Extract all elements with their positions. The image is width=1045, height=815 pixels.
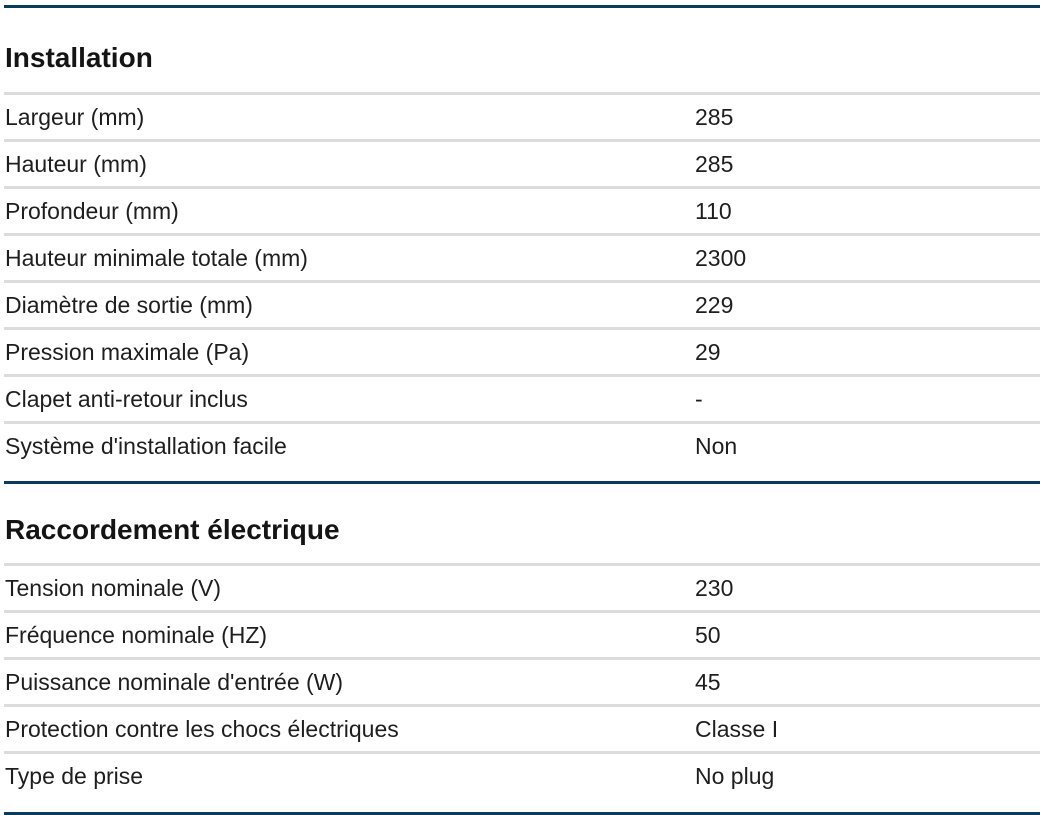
- spec-value: 45: [695, 668, 721, 695]
- spec-label: Clapet anti-retour inclus: [5, 385, 248, 412]
- spec-table-installation: [4, 92, 1040, 468]
- section-title-raccordement-electrique: Raccordement électrique: [5, 514, 340, 545]
- spec-label: Hauteur (mm): [5, 150, 147, 177]
- spec-value: Classe I: [695, 715, 779, 742]
- spec-value: 229: [695, 291, 734, 318]
- spec-label: Protection contre les chocs électriques: [5, 715, 399, 742]
- spec-row-diametre-sortie: [4, 283, 1040, 330]
- spec-value: 230: [695, 574, 734, 601]
- spec-label: Système d'installation facile: [5, 432, 287, 459]
- section-installation: [4, 41, 1040, 468]
- section-divider: [4, 481, 1040, 484]
- spec-value: 2300: [695, 244, 747, 271]
- section-divider: [4, 5, 1040, 8]
- spec-row-clapet-anti-retour: [4, 377, 1040, 424]
- spec-label: Puissance nominale d'entrée (W): [5, 668, 344, 695]
- spec-value: 50: [695, 621, 721, 648]
- spec-value: 29: [695, 338, 721, 365]
- spec-row-installation-facile: [4, 424, 1040, 468]
- spec-sheet: [4, 0, 1040, 815]
- spec-label: Tension nominale (V): [5, 574, 222, 601]
- spec-label: Type de prise: [5, 762, 144, 789]
- spec-value: No plug: [695, 762, 775, 789]
- spec-label: Largeur (mm): [5, 103, 145, 130]
- section-raccordement-electrique: [4, 513, 1040, 798]
- spec-row-largeur: [4, 95, 1040, 142]
- spec-row-tension-nominale: [4, 566, 1040, 613]
- section-title-installation: Installation: [5, 42, 153, 73]
- spec-row-hauteur-minimale: [4, 236, 1040, 283]
- spec-value: 285: [695, 103, 734, 130]
- spec-row-pression-maximale: [4, 330, 1040, 377]
- spec-row-protection-chocs: [4, 707, 1040, 754]
- spec-value: 110: [695, 197, 732, 224]
- spec-row-puissance-nominale: [4, 660, 1040, 707]
- spec-row-hauteur: [4, 142, 1040, 189]
- spec-label: Diamètre de sortie (mm): [5, 291, 253, 318]
- spec-label: Pression maximale (Pa): [5, 338, 250, 365]
- spec-label: Fréquence nominale (HZ): [5, 621, 268, 648]
- spec-label: Hauteur minimale totale (mm): [5, 244, 308, 271]
- spec-table-raccordement-electrique: [4, 563, 1040, 798]
- spec-label: Profondeur (mm): [5, 197, 179, 224]
- spec-row-type-prise: [4, 754, 1040, 798]
- spec-value: 285: [695, 150, 734, 177]
- spec-row-frequence-nominale: [4, 613, 1040, 660]
- spec-value: Non: [695, 432, 738, 459]
- spec-value: -: [695, 385, 703, 412]
- spec-row-profondeur: [4, 189, 1040, 236]
